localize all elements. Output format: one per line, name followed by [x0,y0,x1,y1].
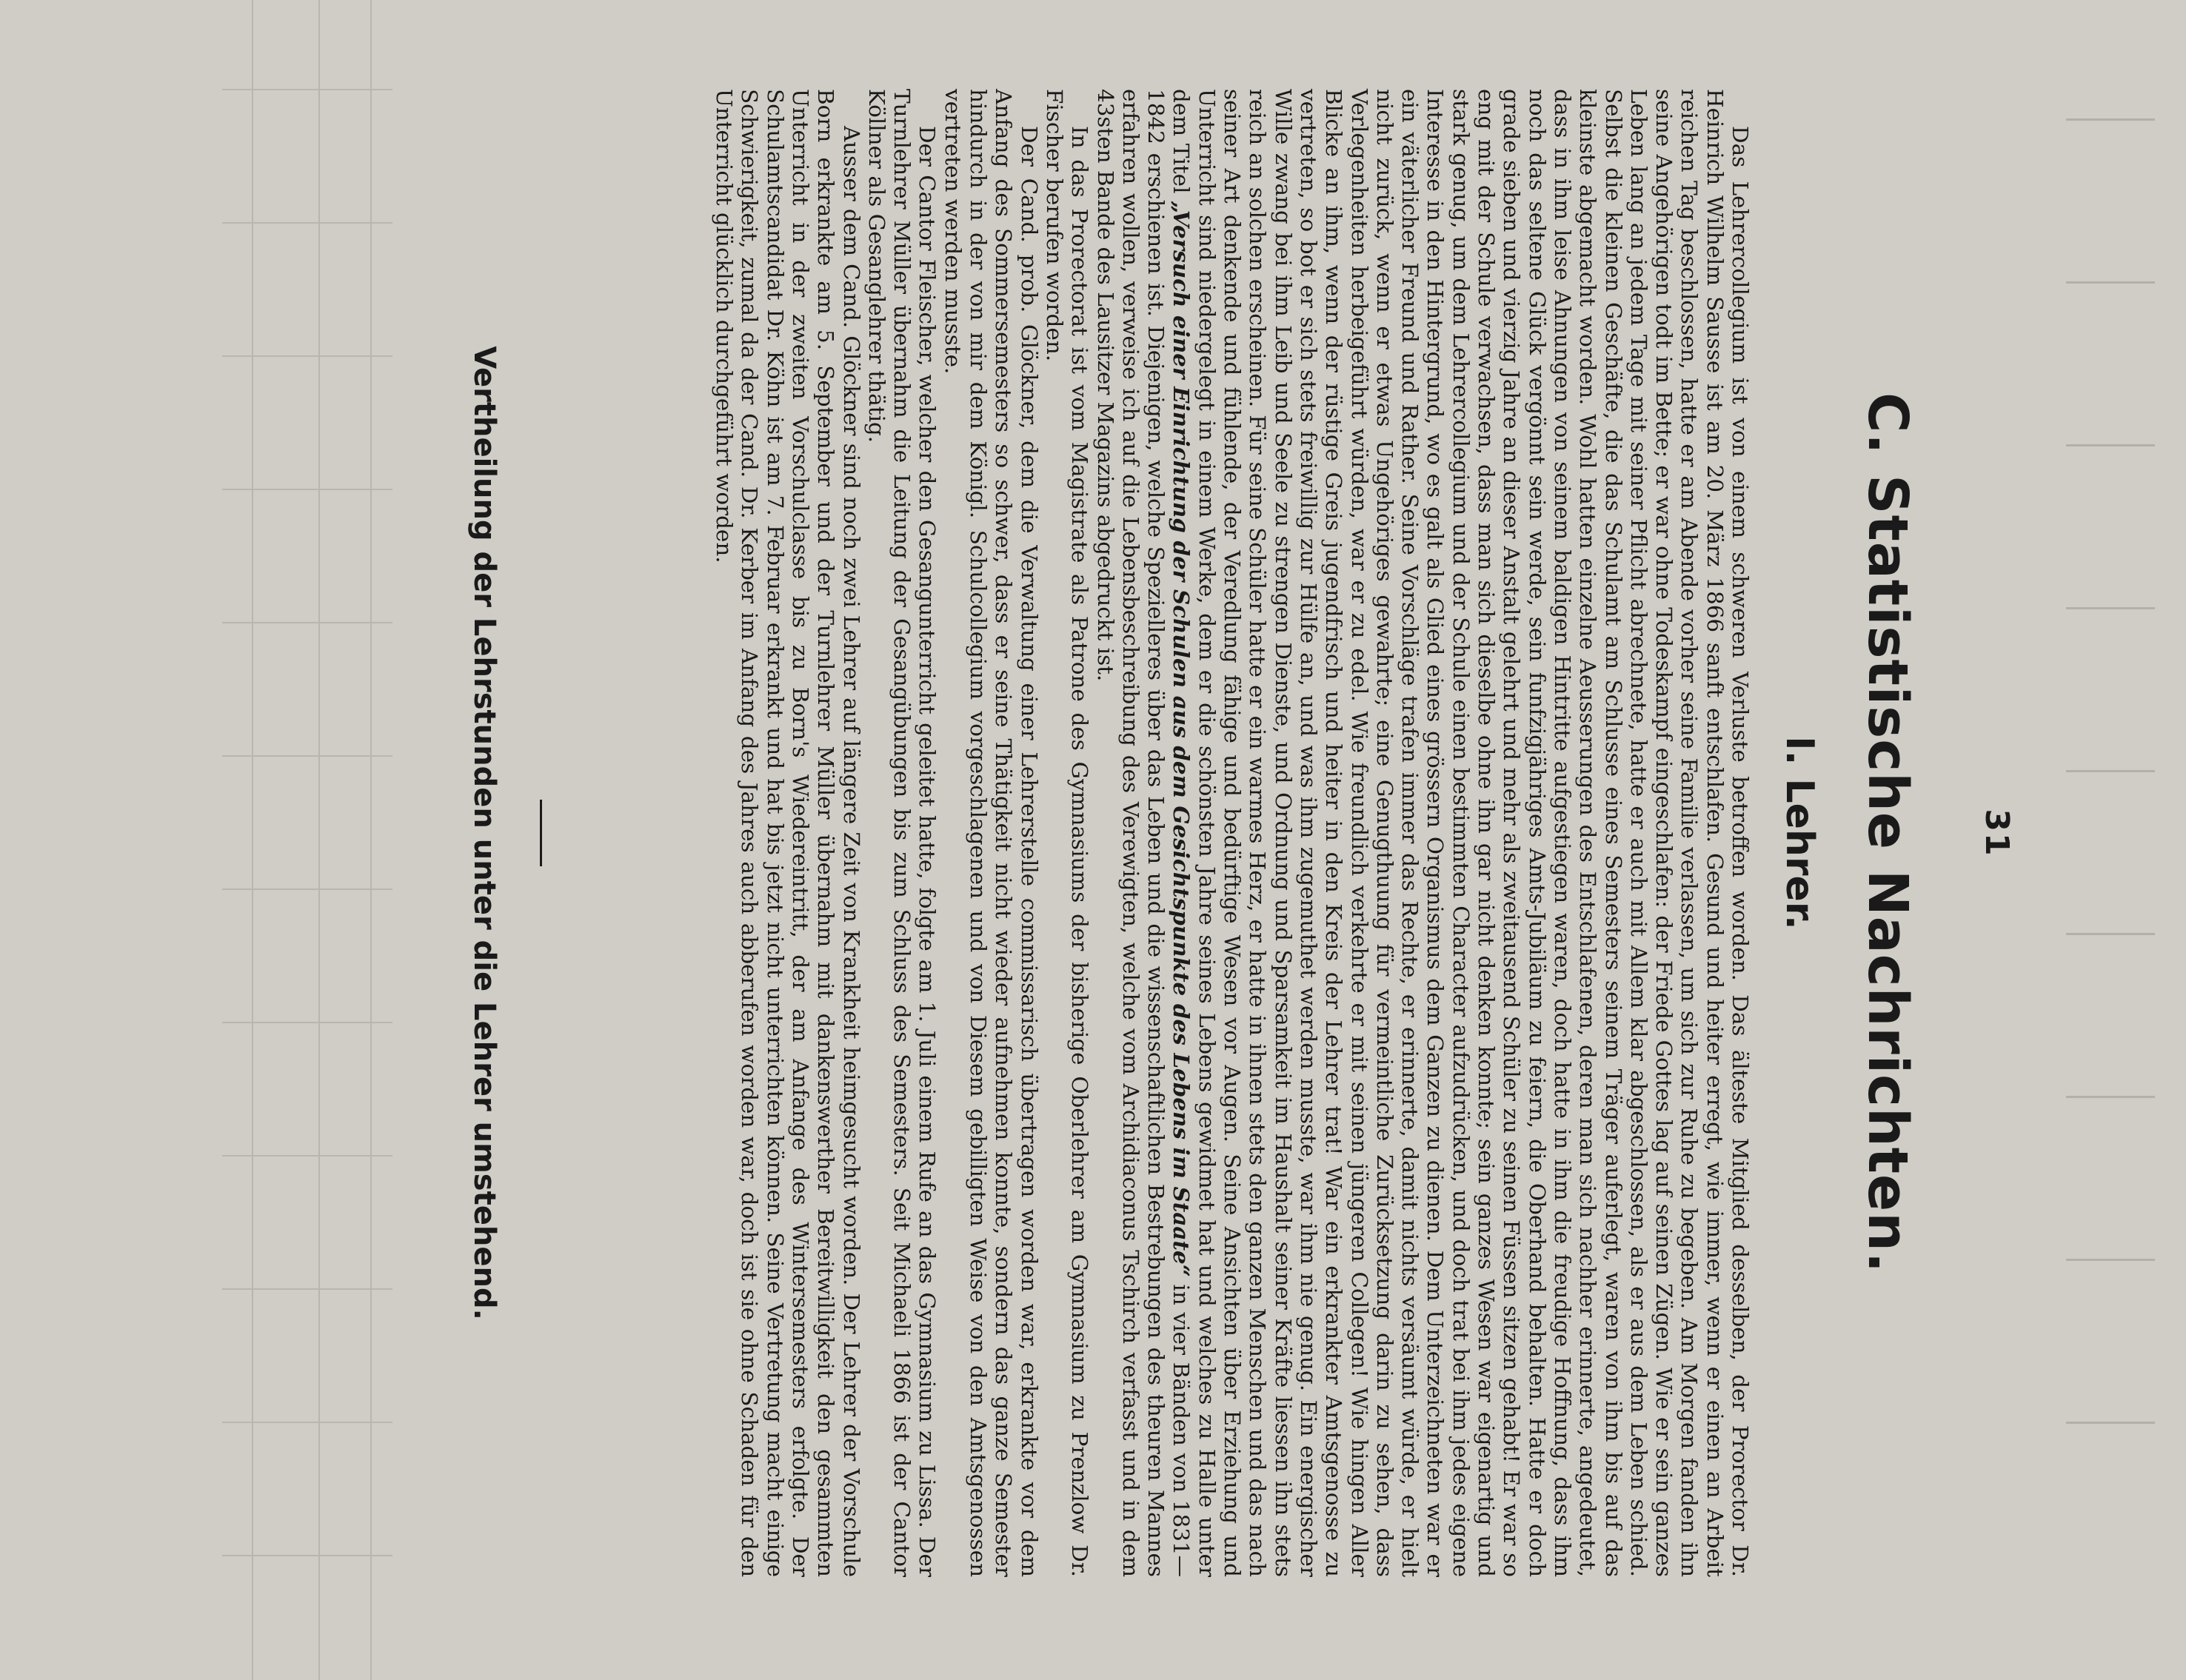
subsection-title: I. Lehrer. [1777,736,1822,930]
page-content [209,89,2016,1577]
paragraph-prorectorat: In das Prorectorat ist vom Magistrate als Patrone des Gymnasiums der bisherige Oberlehrer am Gymnasium zu Prenzlow Dr. Fischer berufen worden. [1041,89,1093,1577]
paragraph-gloeckner: Der Cand. prob. Glöckner, dem die Verwaltung einer Lehrerstelle commissarisch übertragen worden war, erkrankte vor dem Anfang des Sommersemesters so schwer, dass er seine Thätigkeit nicht wieder aufnehmen konnte, sondern das ganze Semester hindurch in der von mir dem Königl. Schulcollegium vorgeschlagenen und von Diesem gebilligten Weise von den Amtsgenossen vertreten werden musste. [940,89,1042,1577]
paragraph-illness: Ausser dem Cand. Glöckner sind noch zwei Lehrer auf längere Zeit von Krankheit heimgesucht worden. Der Lehrer der Vorschule Born erkrankte am 5. September und der Turnlehrer Müller übernahm mit dankenswerther Bereitwilligkeit den gesammten Unterricht in der zweiten Vorschulclasse bis zu Born's Wiedereintritt, der am Anfange des Wintersemesters erfolgte. Der Schulamtscandidat Dr. Köhn ist am 7. Februar erkrankt und hat bis jetzt nicht unterrichten können. Seine Vertretung macht einige Schwierigkeit, zumal da der Cand. Dr. Kerber im Anfang des Jahres auch abberufen worden war, doch ist sie ohne Schaden für den Unterricht glücklich durchgeführt worden. [712,89,864,1577]
page-number: 31 [1978,809,2016,857]
paragraph-obituary [1092,89,1753,1577]
footer-heading: Vertheilung der Lehrstunden unter die Lehrer umstehend. [467,346,501,1320]
paragraph-cantor: Der Cantor Fleischer, welcher den Gesangunterricht geleitet hatte, folgte am 1. Juli einem Rufe an das Gymnasium zu Lissa. Der Turnlehrer Müller übernahm die Leitung der Gesangübungen bis zum Schluss des Semesters. Seit Michaeli 1866 ist der Cantor Köllner als Gesanglehrer thätig. [863,89,940,1577]
book-title: „Versuch einer Einrichtung der Schulen aus dem Gesichtspunkte des Lebens im Staate“ [1169,201,1195,1277]
paragraph-obituary-text: Das Lehrercollegium ist von einem schweren Verluste betroffen worden. Das älteste Mitglied desselben, der Prorector Dr. Heinrich Wilhelm Sausse ist am 20. März 1866 sanft entschlafen. Gesund und heiter erregt, wie immer, wenn er einen an Arbeit reichen Tag beschlossen, hatte er am Abende vorher seine Familie verlassen, um sich zur Ruhe zu begeben. Am Morgen fanden ihn seine Angehörigen todt im Bette; er war ohne Todeskampf eingeschlafen: der Friede Gottes lag auf seinen Zügen. Wie er sein ganzes Leben lang an jedem Tage mit seiner Pflicht abrechnete, hatte er auch mit Allem klar abgeschlossen, als er aus dem Leben schied. Selbst die kleinen Geschäfte, die das Schulamt am Schlusse eines Semesters seinem Träger auferlegt, waren von ihm bis auf das kleinste abgemacht worden. Wohl hatten einzelne Aeusserungen des Entschlafenen, deren man sich nachher erinnerte, angedeutet, dass in ihm leise Ahnungen von seinem baldigen Hintritte aufgestiegen waren, doch hatte in ihm die freudige Hoffnung, dass ihm noch das seltene Glück vergönnt sein werde, sein funfzigjähriges Amts-Jubiläum zu feiern, die Oberhand behalten. Hatte er doch grade sieben und vierzig Jahre an dieser Anstalt gelehrt und mehr als zweitausend Schüler zu seinen Füssen sitzen gehabt! Er war so eng mit der Schule verwachsen, dass man sich dieselbe ohne ihn gar nicht denken konnte; sein ganzes Wesen war eigenartig und stark genug, um dem Lehrercollegium und der Schule einen bestimmten Character aufzudrücken, und doch trat bei ihm jedes eigene Interesse in den Hintergrund, wo es galt als Glied eines grössern Organismus dem Ganzen zu dienen. Dem Unterzeichneten war er ein väterlicher Freund und Rather. Seine Vorschläge trafen immer das Rechte, er erinnerte, damit nichts versäumt würde, er hielt nicht zurück, wenn er etwas Ungehöriges gewahrte; eine Genugthuung für vermeintliche Zurücksetzung darin zu sehen, dass Verlegenheiten herbeigeführt würden, war er zu edel. Wie freundlich verkehrte er mit seinen jüngeren Collegen! Wie hingen Aller Blicke an ihm, wenn der rüstige Greis jugendfrisch und heiter in den Kreis der Lehrer trat! War ein erkrankter Amtsgenosse zu vertreten, so bot er sich stets freiwillig zur Hülfe an, und was ihm zugemuthet werden musste, war ihm nie genug. Ein energischer Wille zwang bei ihm Leib und Seele zu strengen Dienste, und Ordnung und Sparsamkeit im Haushalt seiner Kräfte liessen ihn stets reich an solchen erscheinen. Für seine Schüler hatte er ein warmes Herz, er hatte in ihnen stets den ganzen Menschen und das nach seiner Art denkende und fühlende, der Veredlung fähige und bedürftige Wesen vor Augen. Seine Ansichten über Erziehung und Unterricht sind niedergelegt in einem Werke, dem er die schönsten Jahre seines Lebens gewidmet hat und welches zu Halle unter dem Titel [1169,89,1753,1577]
section-title: C. Statistische Nachrichten. [1856,392,1919,1274]
divider-rule [540,800,542,866]
paragraph-obituary-end: in vier Bänden von 1831—1842 erschienen ist. Diejenigen, welche Spezielleres über das Leben und die wissenschaftlichen Bestrebungen des theuren Mannes erfahren wollen, verweise ich auf die Lebensbeschreibung des Verewigten, welche vom Archidiaconus Tschirch verfasst und in dem 43sten Bande des Lausitzer Magazins abgedruckt ist. [1092,89,1194,1577]
body-text [712,89,1753,1577]
